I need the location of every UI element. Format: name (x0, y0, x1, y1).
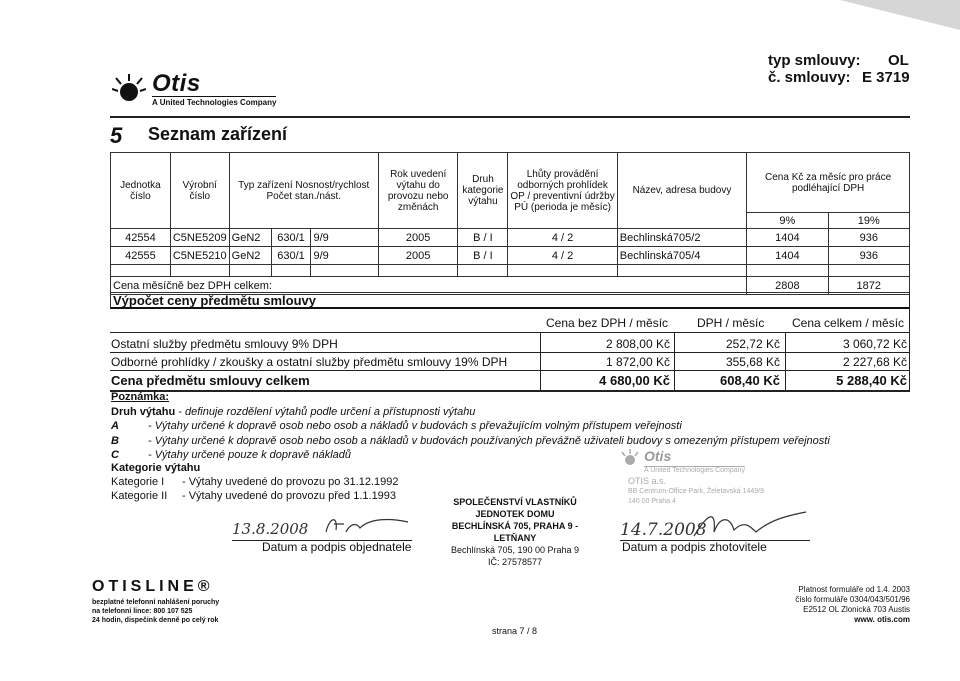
year-cell: 2005 (378, 229, 458, 247)
calc-row-gross: 2 227,68 Kč (842, 355, 907, 369)
client-stamp-line4: Bechlínská 705, 190 00 Praha 9 (450, 545, 580, 555)
kind-definition (111, 406, 475, 418)
col-kind: Druh kategorie výtahu (458, 153, 508, 229)
form-validity: Platnost formuláře od 1.4. 2003 (798, 585, 910, 594)
page-number: strana 7 / 8 (492, 626, 538, 636)
kind-b-key: B (111, 435, 119, 447)
client-stamp-line2: JEDNOTEK DOMU (475, 509, 555, 519)
year-cell: 2005 (378, 247, 458, 265)
address-cell: Bechlinská705/4 (617, 247, 746, 265)
contract-type-label: typ smlouvy: (768, 52, 861, 69)
client-stamp (440, 496, 590, 568)
otis-logo-icon (112, 72, 146, 106)
otisline-logo: OTISLINE® (92, 578, 214, 595)
client-signature-date: 13.8.2008 (232, 520, 309, 538)
unit-cell: 42554 (111, 229, 171, 247)
calc-row-label: Ostatní služby předmětu smlouvy 9% DPH (111, 337, 338, 351)
form-info (720, 585, 910, 625)
calc-row-net: 2 808,00 Kč (605, 337, 670, 351)
client-stamp-line3: BECHLÍNSKÁ 705, PRAHA 9 - LETŇANY (451, 521, 579, 543)
kind-b-text: - Výtahy určené k dopravě osob nebo osob a nákladů v budovách používaných převážně uživateli budovy s omezeným přístupem veřejnosti (148, 435, 830, 447)
contract-number-value: E 3719 (862, 69, 910, 86)
logo-tagline: A United Technologies Company (152, 98, 277, 107)
table-row (111, 247, 910, 265)
client-stamp-line1: SPOLEČENSTVÍ VLASTNÍKŮ (453, 497, 577, 507)
otis-stamp-line3: BB Centrum-Office Park, Želetavská 1449/9 (628, 488, 765, 495)
col-serial-number: Výrobní číslo (170, 153, 229, 229)
otisline-line2: na telefonní lince: 800 107 525 (92, 608, 193, 615)
calc-total-gross: 5 288,40 Kč (836, 373, 907, 388)
header-rule (110, 116, 910, 118)
col-type: Typ zařízení Nosnost/rychlost Počet stan./nást. (229, 153, 378, 229)
kind-label: Druh výtahu (111, 406, 176, 418)
category-1-text: - Výtahy uvedené do provozu po 31.12.1992 (182, 476, 399, 488)
calc-col-gross: Cena celkem / měsíc (792, 316, 905, 330)
col-vat-19: 19% (828, 213, 909, 229)
form-website: www. otis.com (854, 615, 910, 624)
otis-stamp-line2: OTIS a.s. (628, 476, 667, 486)
price9-cell: 1404 (747, 247, 828, 265)
unit-cell: 42555 (111, 247, 171, 265)
calc-row-label: Odborné prohlídky / zkoušky a ostatní služby předmětu smlouvy 19% DPH (111, 355, 508, 369)
stops-cell: 9/9 (311, 229, 378, 247)
monthly-total-19: 1872 (828, 277, 909, 295)
col-address: Název, adresa budovy (617, 153, 746, 229)
contractor-signature-caption: Datum a podpis zhotovitele (622, 540, 767, 554)
calc-row-gross: 3 060,72 Kč (842, 337, 907, 351)
contractor-signature-icon (690, 506, 810, 542)
monthly-total-label: Cena měsíčně bez DPH celkem: (111, 277, 747, 295)
col-unit-number: Jednotka číslo (111, 153, 171, 229)
table-row (111, 229, 910, 247)
kind-c-key: C (111, 449, 119, 461)
serial-cell: C5NE5210 (170, 247, 229, 265)
calc-col-vat: DPH / měsíc (697, 316, 765, 330)
serial-cell: C5NE5209 (170, 229, 229, 247)
calc-total-label: Cena předmětu smlouvy celkem (111, 373, 310, 388)
kind-a-key: A (111, 420, 119, 432)
calc-title: Výpočet ceny předmětu smlouvy (110, 292, 910, 309)
otis-stamp-line4: 140 00 Praha 4 (628, 498, 676, 505)
calc-row-vat: 252,72 Kč (725, 337, 780, 351)
col-price: Cena Kč za měsíc pro práce podléhající DPH (747, 153, 910, 213)
monthly-total-9: 2808 (747, 277, 828, 295)
contract-number-label: č. smlouvy: (768, 69, 851, 86)
price19-cell: 936 (828, 247, 909, 265)
otisline-line1: bezplatné telefonní nahlášení poruchy (92, 599, 220, 606)
contract-type-value: OL (888, 52, 909, 69)
col-deadlines: Lhůty provádění odborných prohlídek OP / preventivní údržby PÚ (perioda je měsíc) (508, 153, 617, 229)
otis-stamp-word: Otis (644, 448, 672, 464)
category-1-key: Kategorie I (111, 476, 165, 488)
address-cell: Bechlinská705/2 (617, 229, 746, 247)
equipment-table (110, 152, 910, 295)
kind-cell: B / I (458, 229, 508, 247)
stops-cell: 9/9 (311, 247, 378, 265)
kind-c-text: - Výtahy určené pouze k dopravě nákladů (148, 449, 352, 461)
otis-stamp-logo-icon (620, 448, 640, 468)
deadline-cell: 4 / 2 (508, 229, 617, 247)
kind-a-text: - Výtahy určené k dopravě osob nebo osob a nákladů v budovách s převažujícím volným přístupem veřejnosti (148, 420, 682, 432)
form-address: E2512 OL Zlonická 703 Austis (803, 605, 910, 614)
type-cell: GeN2 (229, 229, 271, 247)
calc-total-net: 4 680,00 Kč (599, 373, 670, 388)
form-number: číslo formuláře 0304/043/501/96 (795, 595, 910, 604)
otisline-line3: 24 hodin, dispečink denně po celý rok (92, 617, 219, 624)
client-signature-caption: Datum a podpis objednatele (262, 540, 412, 554)
deadline-cell: 4 / 2 (508, 247, 617, 265)
notes-heading: Poznámka: (111, 391, 170, 403)
kind-def: - definuje rozdělení výtahů podle určení a přístupnosti výtahu (175, 406, 476, 418)
otis-stamp-line1: A United Technologies Company (644, 467, 746, 474)
section-number: 5 (110, 123, 123, 148)
price9-cell: 1404 (747, 229, 828, 247)
col-vat-9: 9% (747, 213, 828, 229)
category-2-key: Kategorie II (111, 490, 168, 502)
category-2-text: - Výtahy uvedené do provozu před 1.1.1993 (182, 490, 397, 502)
kind-cell: B / I (458, 247, 508, 265)
section-title: Seznam zařízení (148, 124, 288, 144)
load-cell: 630/1 (271, 247, 311, 265)
type-cell: GeN2 (229, 247, 271, 265)
calc-total-vat: 608,40 Kč (720, 373, 780, 388)
col-year: Rok uvedení výtahu do provozu nebo změnách (378, 153, 458, 229)
price19-cell: 936 (828, 229, 909, 247)
client-stamp-line5: IČ: 27578577 (487, 557, 543, 567)
calc-col-net: Cena bez DPH / měsíc (546, 316, 669, 330)
category-heading: Kategorie výtahu (111, 462, 201, 474)
contractor-signature-date: 14.7.2008 (620, 520, 707, 540)
load-cell: 630/1 (271, 229, 311, 247)
logo-wordmark: Otis (152, 70, 201, 97)
otisline-info (92, 598, 219, 625)
calc-row-vat: 355,68 Kč (725, 355, 780, 369)
client-signature-icon (320, 510, 410, 540)
page-corner-shadow (840, 0, 960, 30)
calc-row-net: 1 872,00 Kč (605, 355, 670, 369)
